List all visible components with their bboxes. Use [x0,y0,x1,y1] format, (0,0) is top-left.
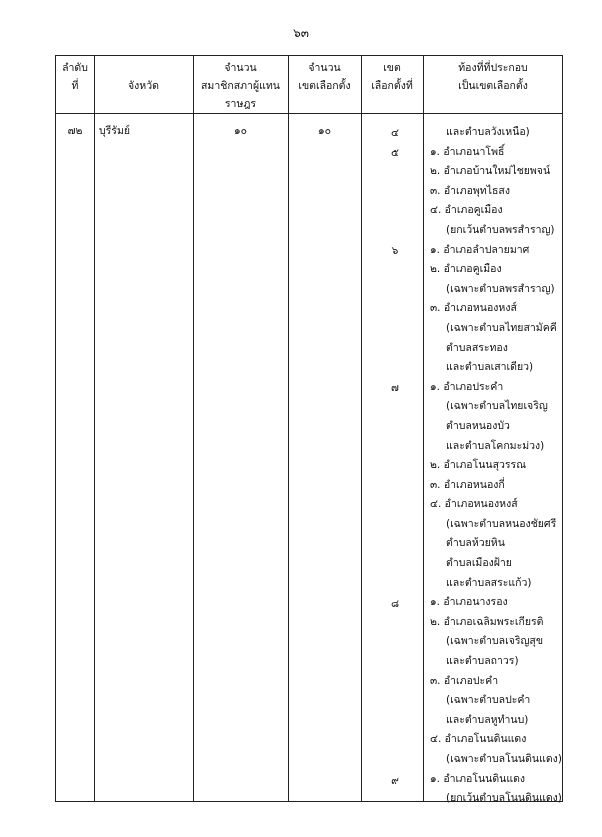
area-line: (เฉพาะตำบลไทยเจริญ [446,400,548,413]
district-number: ๗ [391,382,399,394]
header-districts: จำนวน เขตเลือกตั้ง [298,62,351,92]
area-line: ๒. อำเภอบ้านใหม่ไชยพจน์ [430,165,551,178]
header-areas: ท้องที่ที่ประกอบ เป็นเขตเลือกตั้ง [458,62,528,92]
area-line: และตำบลวังเหนือ) [446,126,530,138]
area-line: (เฉพาะตำบลเจริญสุข [446,635,544,648]
area-line: (เฉพาะตำบลพรสำราญ) [446,282,555,295]
area-line: ๑. อำเภอนาโพธิ์ [430,145,505,158]
header-members: จำนวน สมาชิกสภาผู้แทน ราษฎร [201,62,280,110]
constituency-table [55,55,563,805]
area-line: (ยกเว้นตำบลพรสำราญ) [446,223,555,236]
page-number: ๖๓ [293,26,309,40]
area-line: ๒. อำเภอโนนสุวรรณ [430,459,526,472]
area-line: และตำบลหูทำนบ) [446,713,529,726]
row-province: บุรีรัมย์ [99,125,131,137]
district-number: ๙ [391,775,399,787]
area-line: ๑. อำเภอนางรอง [430,596,508,609]
area-line: ๒. อำเภอเฉลิมพระเกียรติ [430,615,544,628]
area-line: ๒. อำเภอคูเมือง [430,263,502,276]
column-divider [94,56,95,801]
row-order: ๗๒ [67,125,83,137]
area-line: และตำบลโคกมะม่วง) [446,439,545,452]
area-line: ๔. อำเภอหนองหงส์ [430,498,518,511]
area-line: ๑. อำเภอลำปลายมาศ [430,243,530,256]
area-line: ๑. อำเภอประคำ [430,380,504,393]
area-line: ตำบลห้วยหิน [446,537,505,550]
area-line: ตำบลเมืองฝ้าย [446,557,512,570]
area-line: และตำบลถาวร) [446,655,519,668]
area-line: ๔. อำเภอโนนดินแดง [430,733,527,746]
area-line: (เฉพาะตำบลไทยสามัคคี [446,321,557,334]
area-line: ๔. อำเภอคูเมือง [430,204,503,217]
district-number: ๕ [391,147,399,159]
area-line: (ยกเว้นตำบลโนนดินแดง) [446,792,562,805]
district-number: ๔ [391,127,399,139]
column-divider [423,56,424,801]
area-line: และตำบลเสาเดียว) [446,361,534,374]
area-line: ตำบลสระทอง [446,341,508,354]
area-line: (เฉพาะตำบลปะคำ [446,694,531,707]
area-line: (เฉพาะตำบลหนองชัยศรี [446,517,557,530]
row-members: ๑๐ [233,125,248,137]
row-districts: ๑๐ [317,125,332,137]
header-divider [56,113,562,114]
area-line: (เฉพาะตำบลโนนดินแดง) [446,753,562,765]
district-number: ๘ [390,598,400,610]
area-list [430,123,562,809]
header-order: ลำดับ ที่ [62,62,88,92]
area-line: ๑. อำเภอโนนดินแดง [430,772,526,785]
column-divider [193,56,194,801]
area-line: ๓. อำเภอหนองกี่ [430,478,505,491]
column-divider [288,56,289,801]
area-line: และตำบลสระแก้ว) [446,576,532,589]
area-line: ๓. อำเภอพุทไธสง [430,184,510,197]
area-line: ๓. อำเภอปะคำ [430,674,499,687]
header-province: จังหวัด [128,80,159,92]
district-number: ๖ [391,245,399,257]
area-line: ตำบลหนองบัว [446,419,510,432]
area-line: ๓. อำเภอหนองหงส์ [430,302,517,315]
column-divider [361,56,362,801]
header-district-no: เขต เลือกตั้งที่ [371,62,413,92]
